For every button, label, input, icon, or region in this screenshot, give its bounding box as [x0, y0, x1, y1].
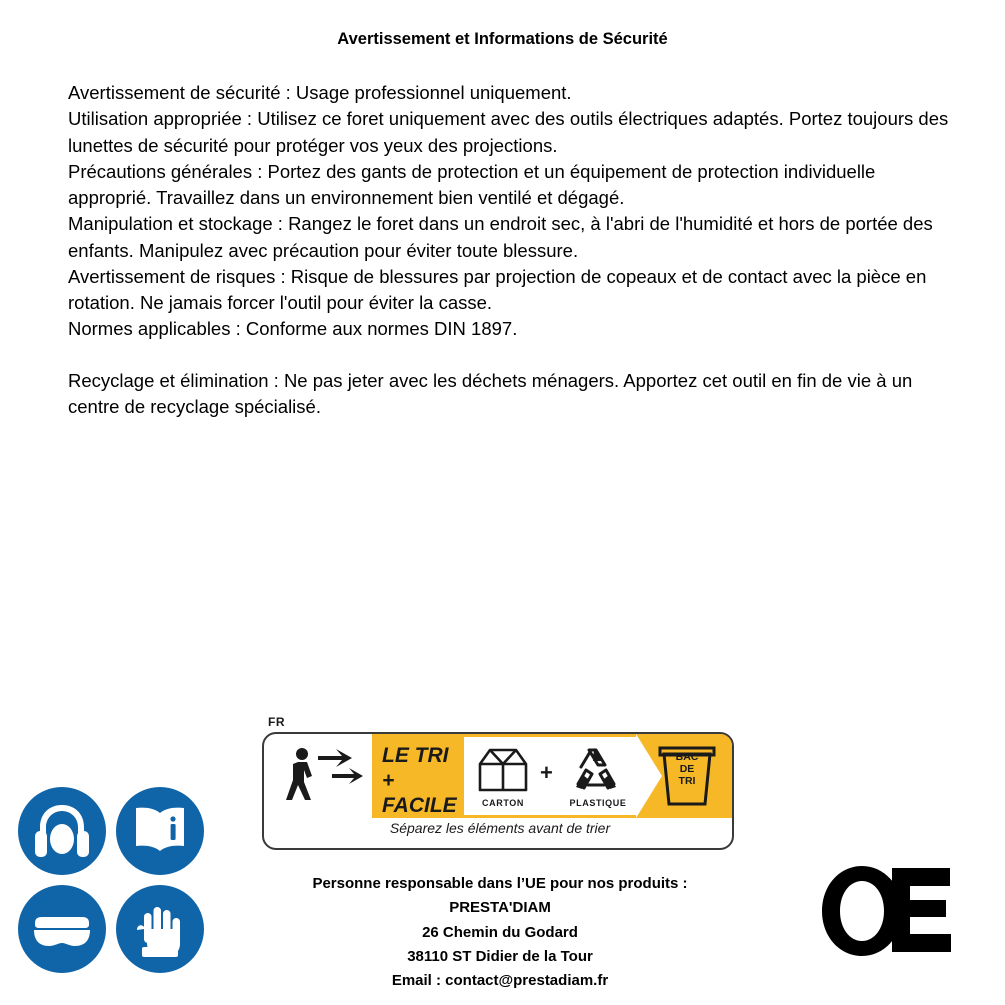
bac-line-1: BAC [675, 751, 699, 763]
plastic-recycling-icon [564, 744, 628, 796]
paragraph-applicable-standards: Normes applicables : Conforme aux normes DIN 1897. [68, 318, 518, 340]
triman-country-code: FR [268, 715, 285, 729]
page-title: Avertissement et Informations de Sécurité [337, 30, 668, 48]
ce-mark-icon [800, 856, 960, 966]
carton-label: CARTON [482, 798, 524, 808]
responsible-person-block [205, 872, 795, 993]
company-city: 38110 ST Didier de la Tour [407, 947, 593, 965]
carton-box-icon [470, 744, 536, 796]
paragraph-appropriate-use: Utilisation appropriée : Utilisez ce foret uniquement avec des outils électriques adaptés. Portez toujours des lunettes de sécurité pour protéger vos yeux des projections. [68, 108, 949, 156]
bac-line-3: TRI [678, 774, 696, 787]
bac-line-2: DE [679, 762, 695, 775]
company-street: 26 Chemin du Godard [422, 923, 578, 941]
heading-prefix: Personne responsable dans l’ [312, 875, 526, 892]
paragraph-general-precautions: Précautions générales : Portez des gants de protection et un équipement de protection individuelle approprié. Travaillez dans un environnement bien ventilé et dégagé. [68, 160, 876, 209]
triman-figure-icon [272, 740, 368, 820]
triman-headline [382, 744, 464, 818]
triman-label-box [262, 732, 734, 850]
triman-plus-sign: + [540, 760, 553, 785]
ear-protection-icon [18, 787, 106, 875]
heading-region: UE [525, 875, 546, 892]
bac-de-tri-text [658, 752, 716, 787]
triman-headline-line1: LE TRI [382, 744, 449, 767]
safety-pictogram-group [18, 787, 218, 987]
heading-suffix: pour nos produits : [545, 875, 688, 892]
triman-headline-line2: + FACILE [382, 768, 457, 817]
responsible-person-heading [205, 872, 795, 896]
paragraph-safety-warning: Avertissement de sécurité : Usage professionnel uniquement. [68, 82, 572, 103]
safety-information-body [68, 80, 956, 420]
triman-recycling-label [262, 715, 734, 850]
plastique-label: PLASTIQUE [569, 798, 627, 808]
company-name: PRESTA'DIAM [449, 899, 551, 917]
company-email: Email : contact@prestadiam.fr [391, 972, 609, 990]
read-instructions-icon [116, 787, 204, 875]
paragraph-risk-warning: Avertissement de risques : Risque de blessures par projection de copeaux et de contact avec la pièce en rotation. Ne jamais forcer l'outil pour éviter la casse. [68, 265, 927, 314]
hand-protection-icon [116, 885, 204, 973]
paragraph-handling-storage: Manipulation et stockage : Rangez le foret dans un endroit sec, à l'abri de l'humidité et hors de portée des enfants. Manipulez avec précaution pour éviter toute blessure. [68, 213, 933, 261]
paragraph-recycling-disposal: Recyclage et élimination : Ne pas jeter avec les déchets ménagers. Apportez cet outil en fin de vie à un centre de recyclage spécialisé. [68, 369, 913, 417]
triman-footer-text: Séparez les éléments avant de trier [389, 820, 611, 836]
eye-protection-icon [18, 885, 106, 973]
